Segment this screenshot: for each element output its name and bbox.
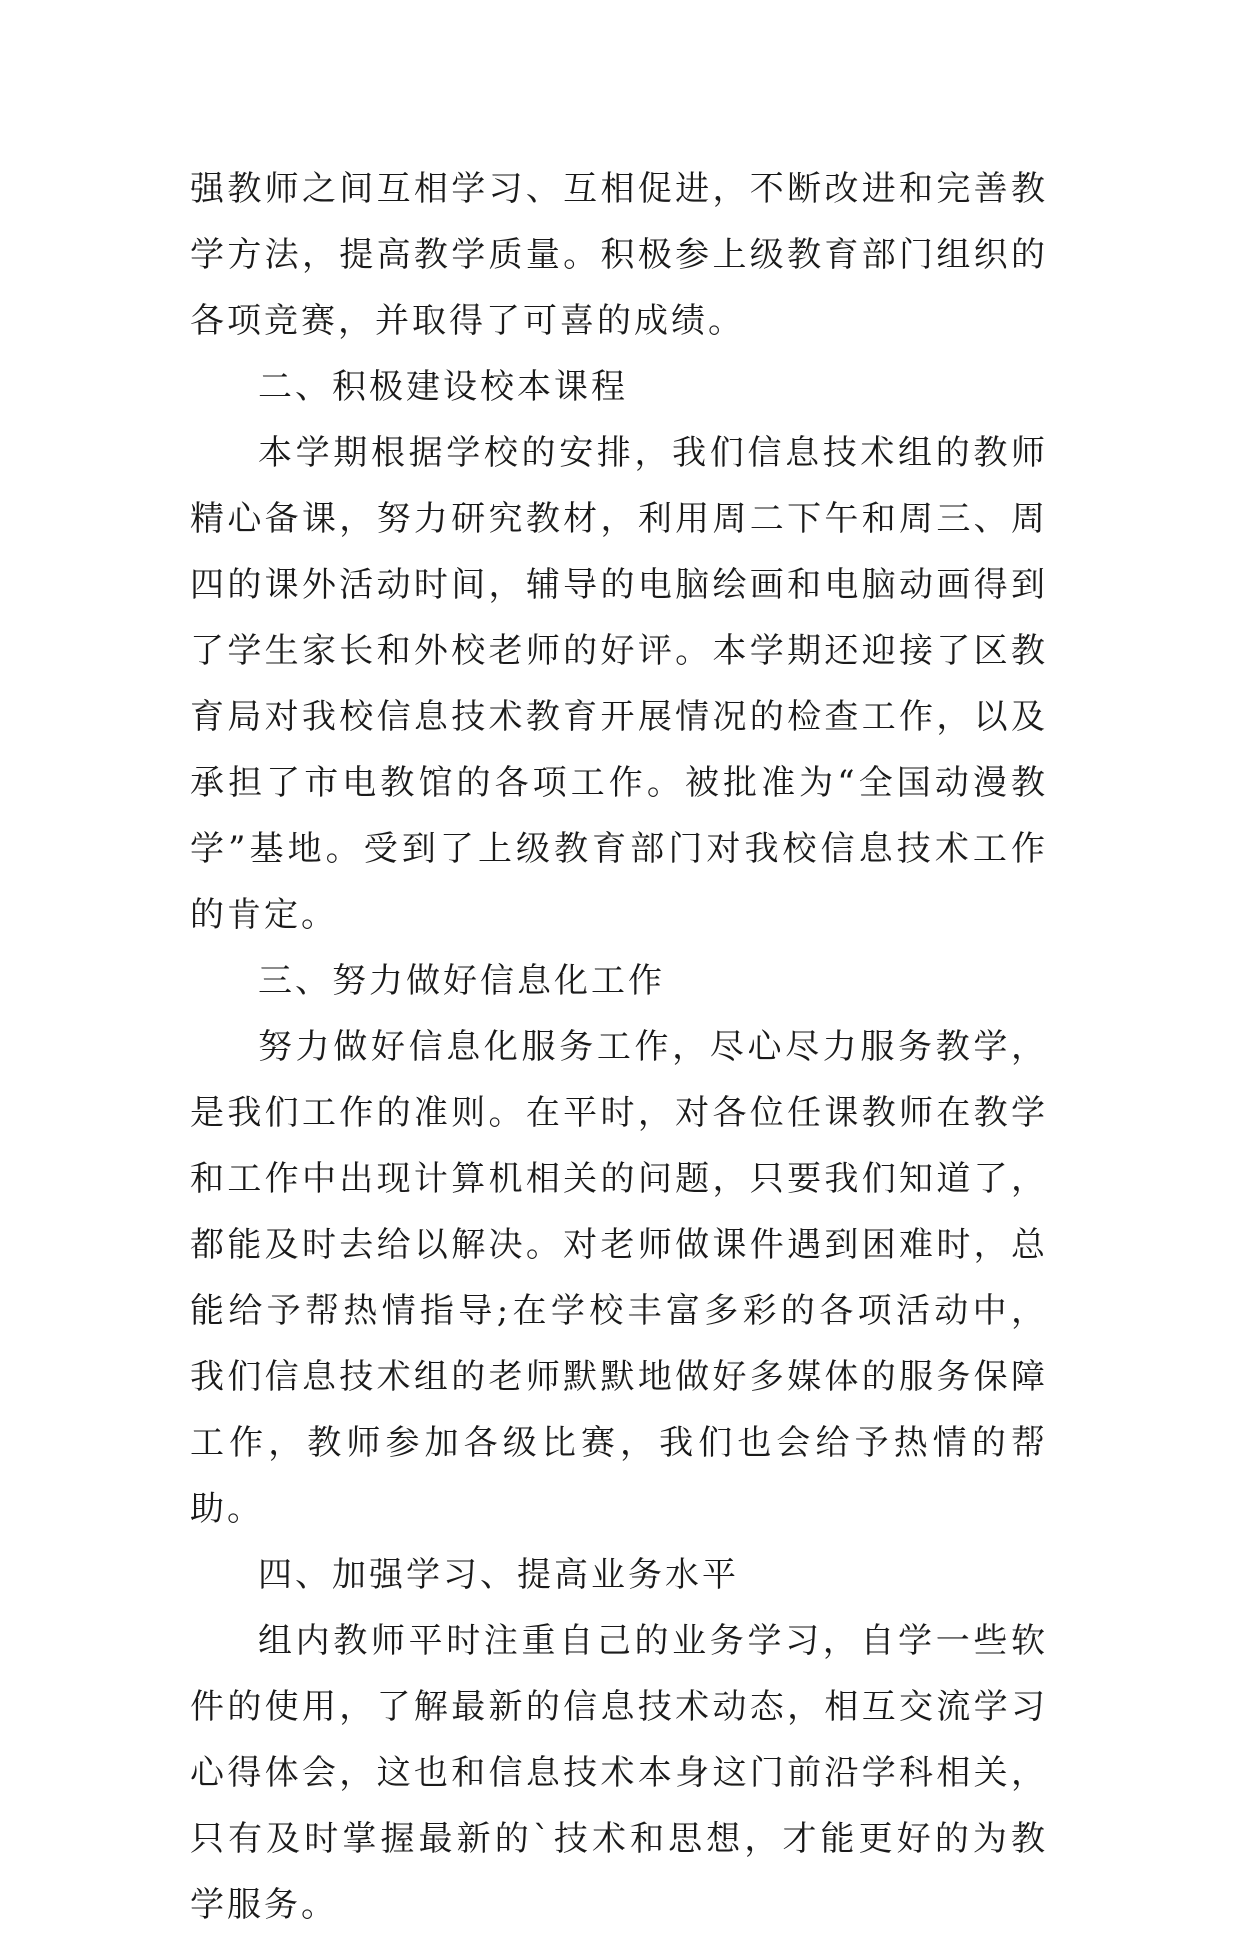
- paragraph-section-2: 本学期根据学校的安排，我们信息技术组的教师精心备课，努力研究教材，利用周二下午和周三、周四的课外活动时间，辅导的电脑绘画和电脑动画得到了学生家长和外校老师的好评。本学期还迎接了区教育局对我校信息技术教育开展情况的检查工作，以及承担了市电教馆的各项工作。被批准为“全国动漫教学”基地。受到了上级教育部门对我校信息技术工作的肯定。: [190, 433, 1048, 935]
- paragraph-section-3: 努力做好信息化服务工作，尽心尽力服务教学，是我们工作的准则。在平时，对各位任课教师在教学和工作中出现计算机相关的问题，只要我们知道了，都能及时去给以解决。对老师做课件遇到困难时，总能给予帮热情指导;在学校丰富多彩的各项活动中，我们信息技术组的老师默默地做好多媒体的服务保障工作，教师参加各级比赛，我们也会给予热情的帮助。: [190, 1027, 1048, 1529]
- section-heading-4: 四、加强学习、提高业务水平: [258, 1555, 739, 1595]
- section-heading-3: 三、努力做好信息化工作: [258, 961, 665, 1001]
- section-heading-2: 二、积极建设校本课程: [258, 367, 628, 407]
- paragraph-section-4: 组内教师平时注重自己的业务学习，自学一些软件的使用，了解最新的信息技术动态，相互交流学习心得体会，这也和信息技术本身这门前沿学科相关，只有及时掌握最新的`技术和思想，才能更好的为教学服务。: [190, 1621, 1048, 1925]
- paragraph-continuation: 强教师之间互相学习、互相促进，不断改进和完善教学方法，提高教学质量。积极参上级教育部门组织的各项竞赛，并取得了可喜的成绩。: [190, 169, 1048, 341]
- document-body: [190, 156, 1048, 1938]
